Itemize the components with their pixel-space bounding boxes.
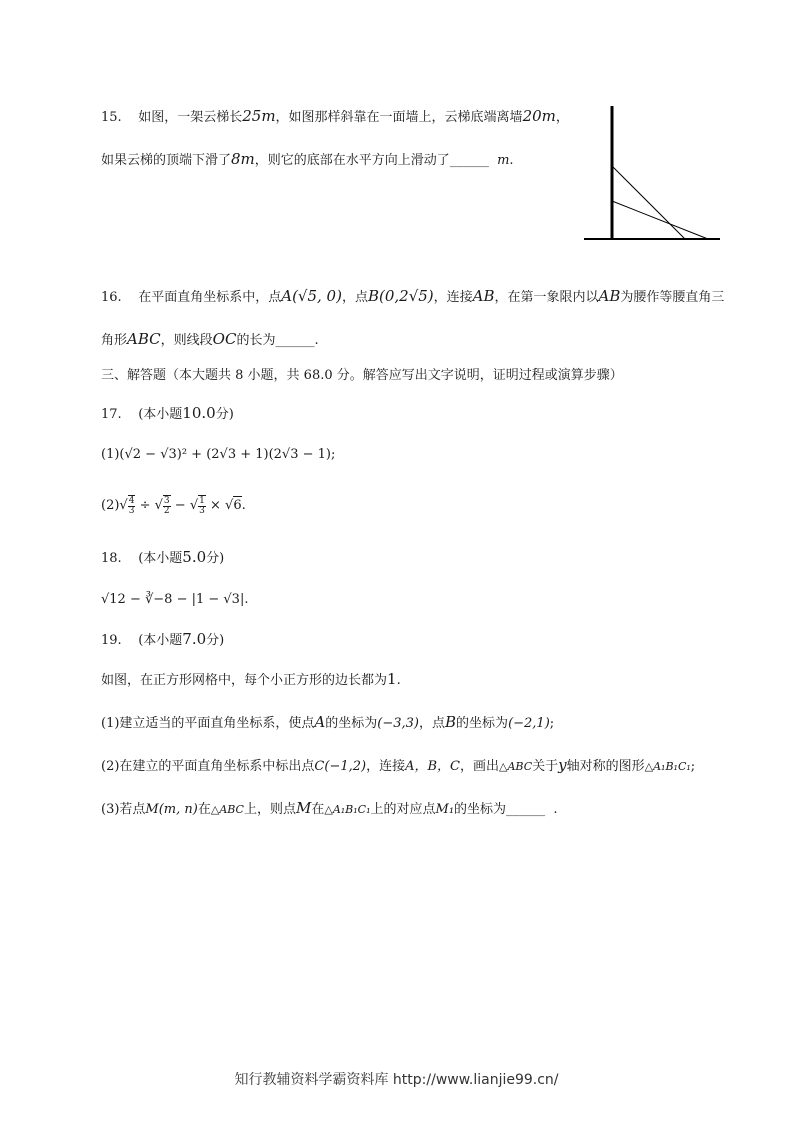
q17-number: 17. [101,407,122,422]
q19-intro: 如图，在正方形网格中，每个小正方形的边长都为1. [101,670,401,688]
ladder-length: 25m [242,107,276,125]
q18-expression: √12 − ∛−8 − |1 − √3|. [101,592,249,607]
ladder-initial [612,166,685,239]
q19-score: 7.0 [182,630,207,648]
section-header: 三、解答题（本大题共 8 小题，共 68.0 分。解答应写出文字说明，证明过程或演算步骤） [101,368,623,383]
q17-header: 17. (本小题10.0分) [101,404,234,422]
q19-number: 19. [101,633,122,648]
footer-watermark: 知行教辅资料学霸资料库 http://www.lianjie99.cn/ [234,1072,559,1088]
slide-distance: 8m [231,150,255,168]
q19-part3: (3)若点M(m, n)在△ABC上，则点M在△A₁B₁C₁上的对应点M₁的坐标为______ . [101,799,558,817]
q16-line2: 角形ABC，则线段OC的长为______. [101,330,319,348]
q17-part1: (1)(√2 − √3)² + (2√3 + 1)(2√3 − 1); [101,447,336,462]
q15-line2: 如果云梯的顶端下滑了8m，则它的底部在水平方向上滑动了______ m. [101,150,514,168]
ladder-diagram [582,104,722,244]
q18-number: 18. [101,551,122,566]
ladder-slid [612,201,708,239]
q18-score: 5.0 [182,548,207,566]
point-b: B(0,2√5) [367,287,434,305]
q17-part2: (2)√ $\frac{4}{3}$ ÷ √ $\frac{3}{2}$ − √ $\frac{1}{3}$ × √6. [101,496,246,516]
q19-part2: (2)在建立的平面直角坐标系中标出点C(−1,2)，连接A，B，C，画出△ABC关于y轴对称的图形△A₁B₁C₁; [101,756,696,774]
radical-sign: √ [119,498,128,513]
q18-header: 18. (本小题5.0分) [101,548,225,566]
q19-header: 19. (本小题7.0分) [101,630,225,648]
q15-number: 15. [101,110,122,125]
answer-blank: ______ [449,153,489,168]
wall-distance: 20m [522,107,556,125]
q19-part1: (1)建立适当的平面直角坐标系，使点A的坐标为(−3,3)，点B的坐标为(−2,1); [101,713,555,731]
answer-blank: ______ [506,802,546,817]
q16-number: 16. [101,290,122,305]
q16-line1: 16. 在平面直角坐标系中，点A(√5, 0)，点B(0,2√5)，连接AB，在第一象限内以AB为腰作等腰直角三 [101,287,725,305]
point-a: A(√5, 0) [281,287,342,305]
q17-score: 10.0 [182,404,216,422]
q15-line1: 15. 如图，一架云梯长25m，如图那样斜靠在一面墙上，云梯底端离墙20m， [101,107,569,125]
answer-blank: ______ [275,333,315,348]
